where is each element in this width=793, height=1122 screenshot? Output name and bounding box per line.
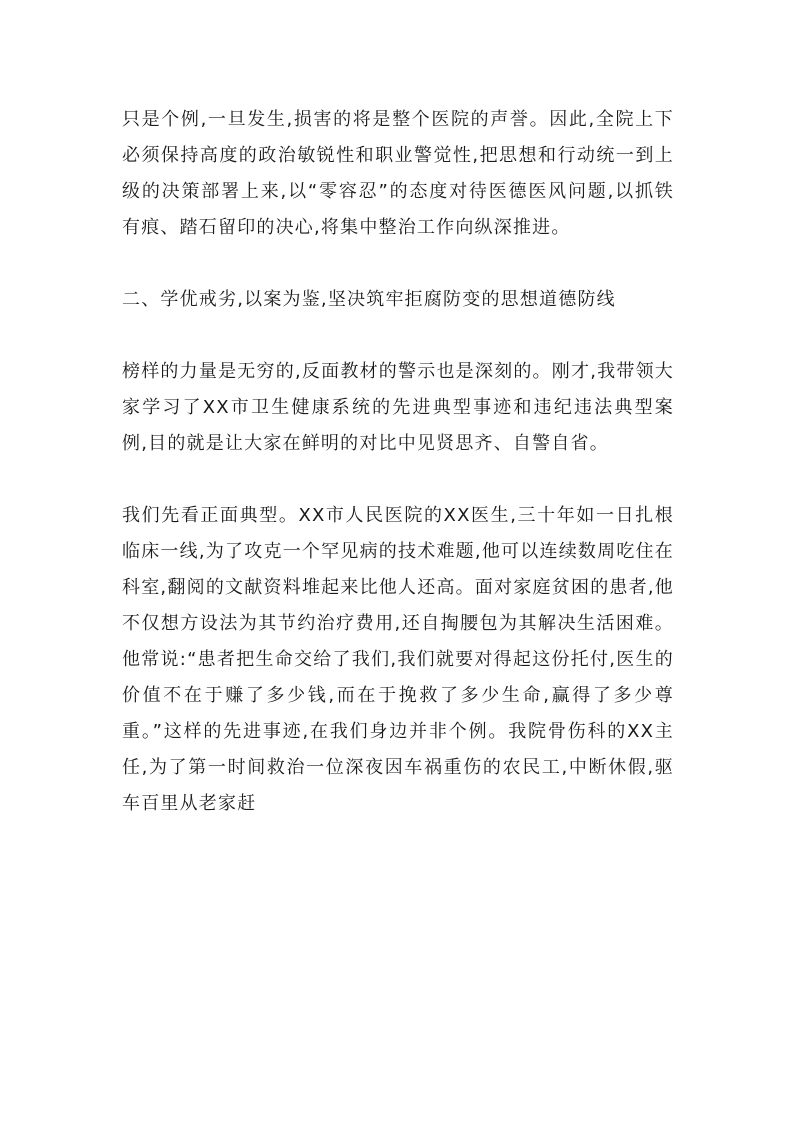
paragraph-reputation: 只是个例,一旦发生,损害的将是整个医院的声誉。因此,全院上下必须保持高度的政治敏锐性和职业警觉性,把思想和行动统一到上级的决策部署上来,以“零容忍”的态度对待医德医风问题,以抓铁有痕、踏石留印的决心,将集中整治工作向纵深推进。 bbox=[122, 109, 674, 238]
document-body bbox=[122, 102, 674, 858]
paragraph-positive-example: 我们先看正面典型。XX市人民医院的XX医生,三十年如一日扎根临床一线,为了攻克一个罕见病的技术难题,他可以连续数周吃住在科室,翻阅的文献资料堆起来比他人还高。面对家庭贫困的患者,他不仅想方设法为其节约治疗费用,还自掏腰包为其解决生活困难。他常说:“患者把生命交给了我们,我们就要对得起这份托付,医生的价值不在于赚了多少钱,而在于挽救了多少生命,赢得了多少尊重。”这样的先进事迹,在我们身边并非个例。我院骨伤科的XX主任,为了第一时间救治一位深夜因车祸重伤的农民工,中断休假,驱车百里从老家赶 bbox=[122, 505, 674, 814]
section-heading-2: 二、学优戒劣,以案为鉴,坚决筑牢拒腐防变的思想道德防线 bbox=[122, 289, 616, 310]
paragraph-role-models: 榜样的力量是无穷的,反面教材的警示也是深刻的。刚才,我带领大家学习了XX市卫生健康系统的先进典型事迹和违纪违法典型案例,目的就是让大家在鲜明的对比中见贤思齐、自警自省。 bbox=[122, 361, 674, 454]
